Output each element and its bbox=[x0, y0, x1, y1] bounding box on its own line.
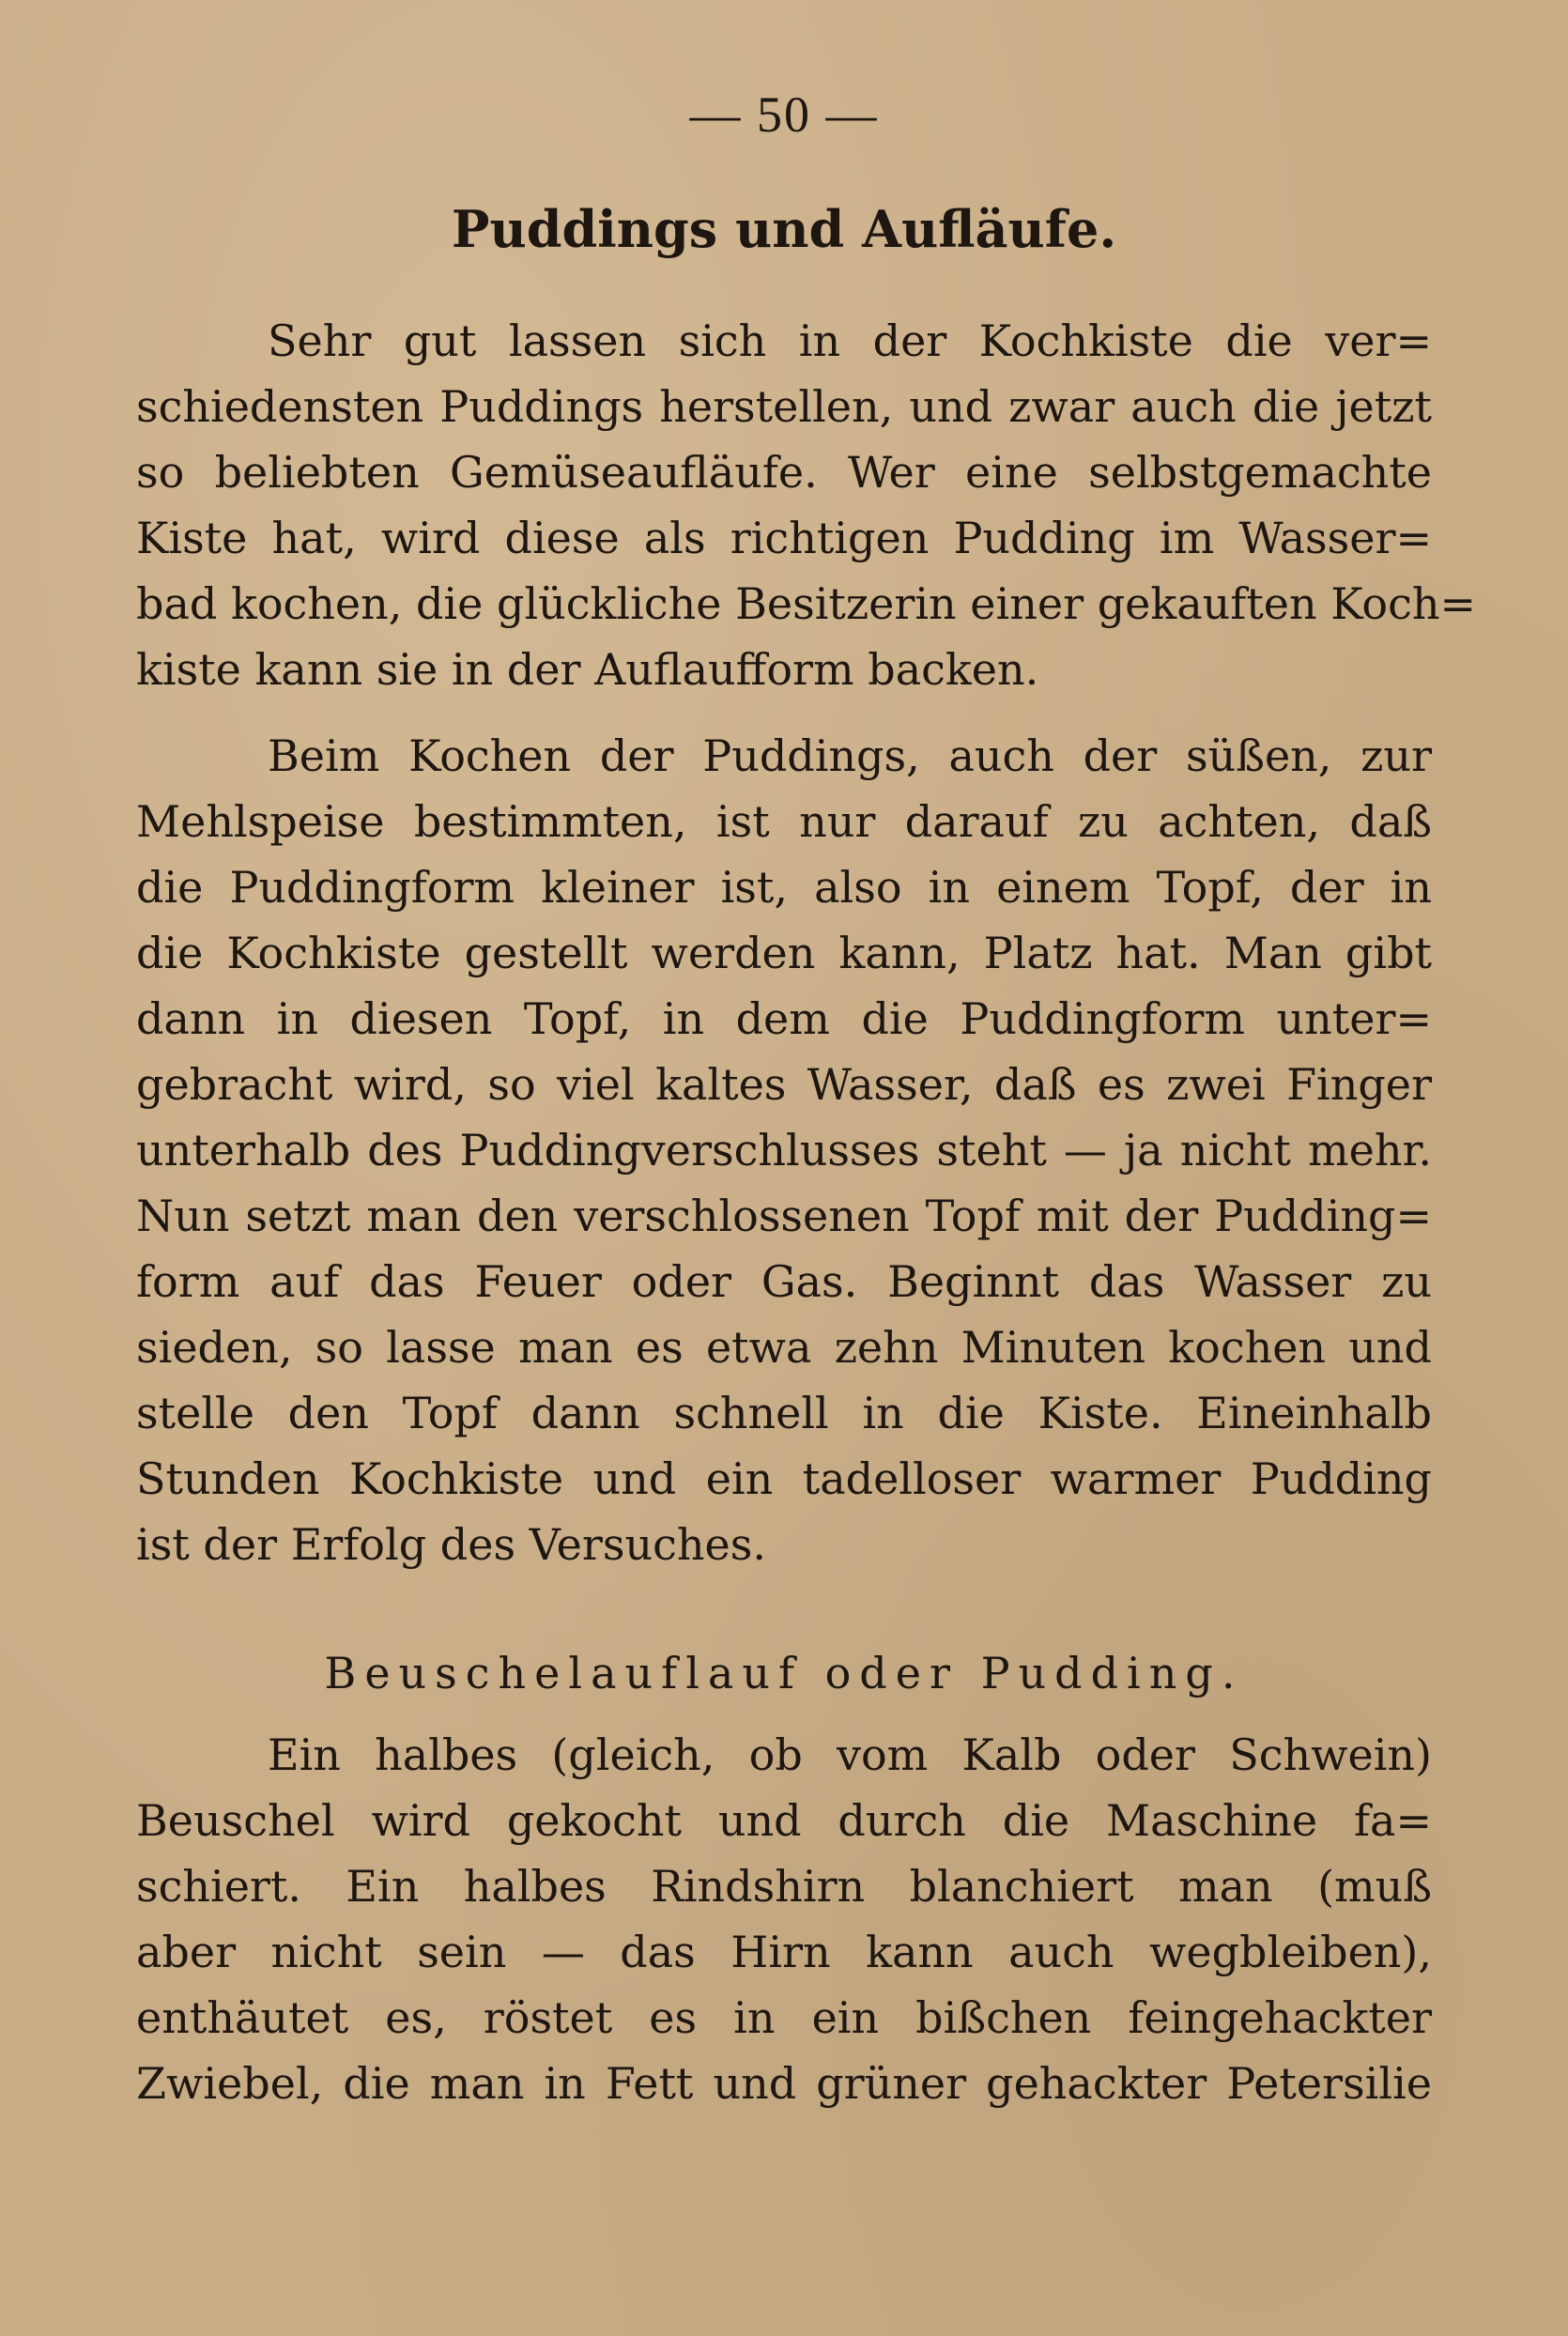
text-line: form auf das Feuer oder Gas. Beginnt das Wasser zu bbox=[136, 1256, 1432, 1307]
text-line: sieden, so lasse man es etwa zehn Minuten kochen und bbox=[136, 1322, 1432, 1373]
paragraph-3 bbox=[136, 1722, 1432, 2116]
text-line: ist der Erfolg des Versuches. bbox=[136, 1519, 766, 1570]
text-line: Beim Kochen der Puddings, auch der süßen, zur bbox=[268, 730, 1432, 781]
text-line: Sehr gut lassen sich in der Kochkiste die ver= bbox=[268, 315, 1432, 366]
text-line: Ein halbes (gleich, ob vom Kalb oder Schwein) bbox=[268, 1729, 1432, 1780]
text-line: bad kochen, die glückliche Besitzerin einer gekauften Koch= bbox=[136, 578, 1477, 629]
text-line: Nun setzt man den verschlossenen Topf mit der Pudding= bbox=[136, 1191, 1432, 1241]
text-line: die Kochkiste gestellt werden kann, Platz hat. Man gibt bbox=[136, 928, 1432, 978]
text-line: unterhalb des Puddingverschlusses steht — ja nicht mehr. bbox=[136, 1125, 1432, 1176]
chapter-title: Puddings und Aufläufe. bbox=[451, 199, 1117, 259]
text-line: so beliebten Gemüseaufläufe. Wer eine selbstgemachte bbox=[136, 447, 1432, 498]
text-line: schiedensten Puddings herstellen, und zwar auch die jetzt bbox=[136, 381, 1432, 432]
text-line: Beuschel wird gekocht und durch die Maschine fa= bbox=[136, 1795, 1432, 1846]
text-line: Stunden Kochkiste und ein tadelloser warmer Pudding bbox=[136, 1453, 1432, 1504]
text-line: Mehlspeise bestimmten, ist nur darauf zu achten, daß bbox=[136, 796, 1432, 847]
paragraph-1 bbox=[136, 308, 1477, 702]
text-line: kiste kann sie in der Auflaufform backen. bbox=[136, 644, 1039, 695]
text-line: dann in diesen Topf, in dem die Puddingform unter= bbox=[136, 993, 1432, 1044]
text-line: gebracht wird, so viel kaltes Wasser, daß es zwei Finger bbox=[136, 1059, 1432, 1110]
text-line: Zwiebel, die man in Fett und grüner gehackter Petersilie bbox=[136, 2058, 1432, 2109]
text-line: enthäutet es, röstet es in ein bißchen feingehackter bbox=[136, 1992, 1432, 2043]
text-line: aber nicht sein — das Hirn kann auch wegbleiben), bbox=[136, 1927, 1432, 1977]
paragraph-2 bbox=[136, 723, 1432, 1577]
text-line: schiert. Ein halbes Rindshirn blanchiert man (muß bbox=[136, 1861, 1432, 1912]
recipe-title: Beuschelauflauf oder Pudding. bbox=[324, 1648, 1244, 1698]
text-line: Kiste hat, wird diese als richtigen Pudding im Wasser= bbox=[136, 513, 1432, 563]
text-line: stelle den Topf dann schnell in die Kiste. Eineinhalb bbox=[136, 1388, 1432, 1438]
text-line: die Puddingform kleiner ist, also in einem Topf, der in bbox=[136, 862, 1432, 913]
page-number: — 50 — bbox=[689, 86, 879, 143]
